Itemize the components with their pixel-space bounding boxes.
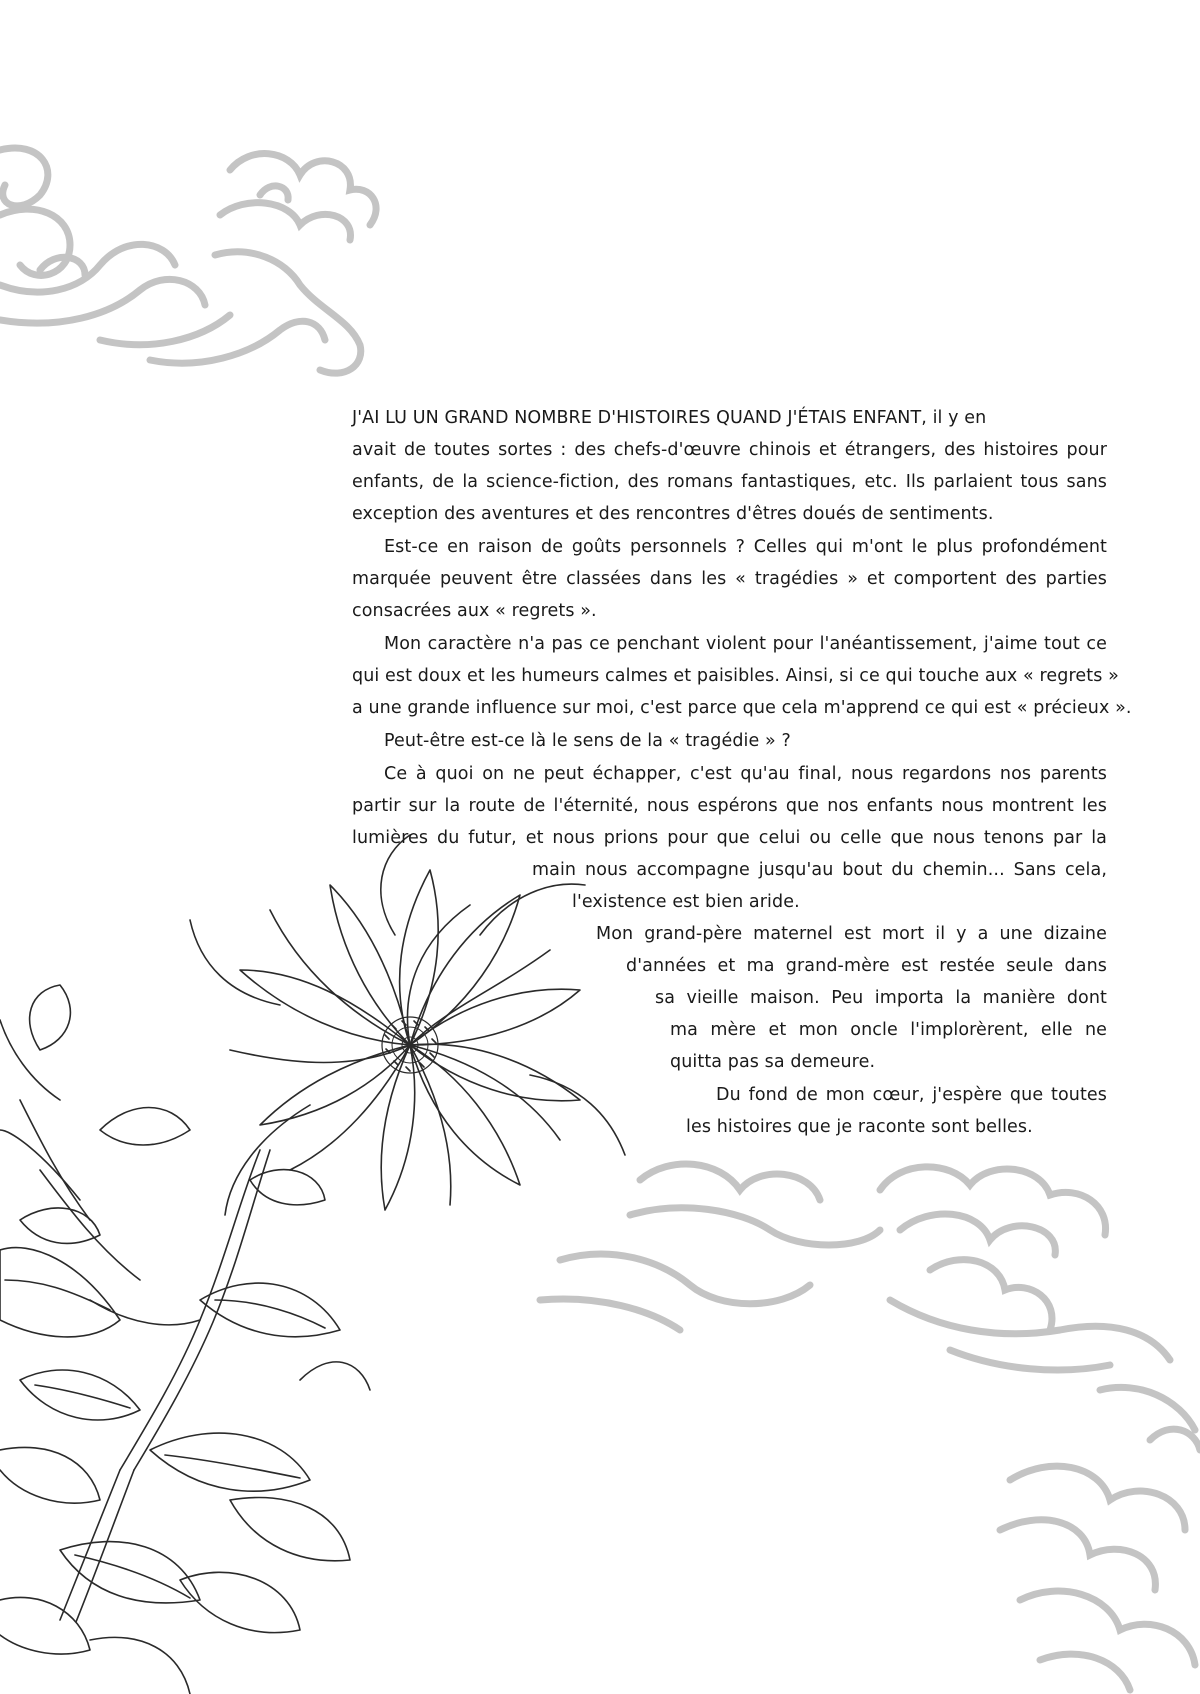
chrysanthemum-illustration	[0, 835, 625, 1694]
text-line-10: a une grande influence sur moi, c'est parce que cela m'apprend ce qui est « précieux ».	[352, 698, 1132, 718]
text-line-2: avait de toutes sortes : des chefs-d'œuvre chinois et étrangers, des histoires pour	[352, 440, 1107, 460]
text-line-4: exception des aventures et des rencontres d'êtres doués de sentiments.	[352, 504, 994, 524]
text-line-16: l'existence est bien aride.	[572, 892, 800, 912]
text-line-22: Du fond de mon cœur, j'espère que toutes	[716, 1085, 1107, 1105]
text-line-20: ma mère et mon oncle l'implorèrent, elle ne	[670, 1020, 1107, 1040]
text-line-11: Peut-être est-ce là le sens de la « tragédie » ?	[384, 731, 791, 751]
text-line-18: d'années et ma grand-mère est restée seule dans	[626, 956, 1107, 976]
text-line-7: consacrées aux « regrets ».	[352, 601, 597, 621]
text-line-3: enfants, de la science-fiction, des romans fantastiques, etc. Ils parlaient tous sans	[352, 472, 1107, 492]
cloud-ornament-bottom-right-icon	[540, 1164, 1200, 1690]
text-line-17: Mon grand-père maternel est mort il y a une dizaine	[596, 924, 1107, 944]
text-line-13: partir sur la route de l'éternité, nous espérons que nos enfants nous montrent les	[352, 796, 1107, 816]
text-line-15: main nous accompagne jusqu'au bout du chemin... Sans cela,	[532, 860, 1107, 880]
text-line-8: Mon caractère n'a pas ce penchant violent pour l'anéantissement, j'aime tout ce	[384, 634, 1107, 654]
text-line-5: Est-ce en raison de goûts personnels ? Celles qui m'ont le plus profondément	[384, 537, 1107, 557]
cloud-ornament-top-left-icon	[0, 148, 376, 373]
text-line-1	[352, 402, 1107, 434]
text-line-23: les histoires que je raconte sont belles.	[686, 1117, 1033, 1137]
text-line-19: sa vieille maison. Peu importa la manière dont	[655, 988, 1107, 1008]
text-line-14: lumières du futur, et nous prions pour que celui ou celle que nous tenons par la	[352, 828, 1107, 848]
text-line-21: quitta pas sa demeure.	[670, 1052, 876, 1072]
text-span: J'AI LU UN GRAND NOMBRE D'HISTOIRES QUAND J'ÉTAIS ENFANT, il y en	[352, 408, 987, 428]
text-line-6: marquée peuvent être classées dans les « tragédies » et comportent des parties	[352, 569, 1107, 589]
text-line-9: qui est doux et les humeurs calmes et paisibles. Ainsi, si ce qui touche aux « regrets »	[352, 666, 1119, 686]
text-line-12: Ce à quoi on ne peut échapper, c'est qu'au final, nous regardons nos parents	[384, 764, 1107, 784]
